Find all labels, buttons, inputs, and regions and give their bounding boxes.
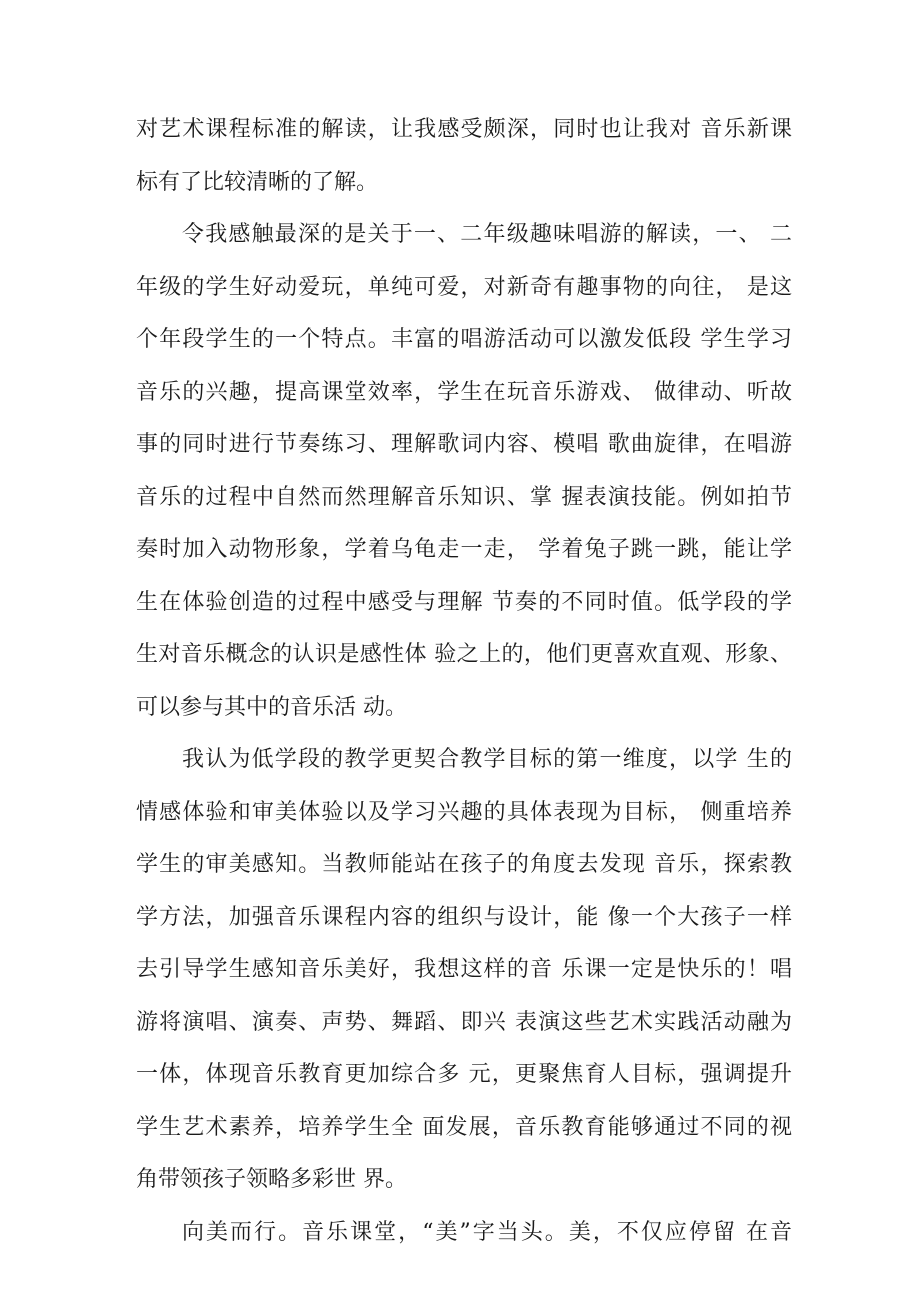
text-line-4: 年级的学生好动爱玩，单纯可爱，对新奇有趣事物的向往， 是这 (136, 275, 792, 300)
text-line-16: 学方法，加强音乐课程内容的组织与设计，能 像一个大孩子一样 (136, 905, 792, 930)
text-line-12: 可以参与其中的音乐活 动。 (136, 695, 407, 720)
text-line-14: 情感体验和审美体验以及学习兴趣的具体表现为目标， 侧重培养 (136, 800, 792, 825)
text-line-11: 生对音乐概念的认识是感性体 验之上的，他们更喜欢直观、形象、 (136, 642, 792, 667)
text-line-17: 去引导学生感知音乐美好，我想这样的音 乐课一定是快乐的！唱 (136, 957, 792, 982)
text-line-3: 令我感触最深的是关于一、二年级趣味唱游的解读，一、 二 (182, 222, 792, 247)
text-line-13: 我认为低学段的教学更契合教学目标的第一维度，以学 生的 (182, 747, 792, 772)
text-line-19: 一体，体现音乐教育更加综合多 元，更聚焦育人目标，强调提升 (136, 1062, 792, 1087)
text-line-18: 游将演唱、演奏、声势、舞蹈、即兴 表演这些艺术实践活动融为 (136, 1010, 792, 1035)
text-line-6: 音乐的兴趣，提高课堂效率，学生在玩音乐游戏、 做律动、听故 (136, 380, 792, 405)
text-line-2: 标有了比较清晰的了解。 (136, 170, 379, 195)
text-line-15: 学生的审美感知。当教师能站在孩子的角度去发现 音乐，探索教 (136, 852, 792, 877)
text-line-9: 奏时加入动物形象，学着乌龟走一走， 学着兔子跳一跳，能让学 (136, 537, 792, 562)
text-line-1: 对艺术课程标准的解读，让我感受颇深，同时也让我对 音乐新课 (136, 117, 792, 142)
text-line-5: 个年段学生的一个特点。丰富的唱游活动可以激发低段 学生学习 (136, 327, 792, 352)
text-line-8: 音乐的过程中自然而然理解音乐知识、掌 握表演技能。例如拍节 (136, 485, 792, 510)
text-line-22: 向美而行。音乐课堂，“美”字当头。美，不仅应停留 在音 (182, 1220, 792, 1245)
text-line-20: 学生艺术素养，培养学生全 面发展，音乐教育能够通过不同的视 (136, 1115, 792, 1140)
text-line-10: 生在体验创造的过程中感受与理解 节奏的不同时值。低学段的学 (136, 590, 792, 615)
text-line-21: 角带领孩子领略多彩世 界。 (136, 1167, 407, 1192)
text-line-7: 事的同时进行节奏练习、理解歌词内容、模唱 歌曲旋律，在唱游 (136, 432, 792, 457)
